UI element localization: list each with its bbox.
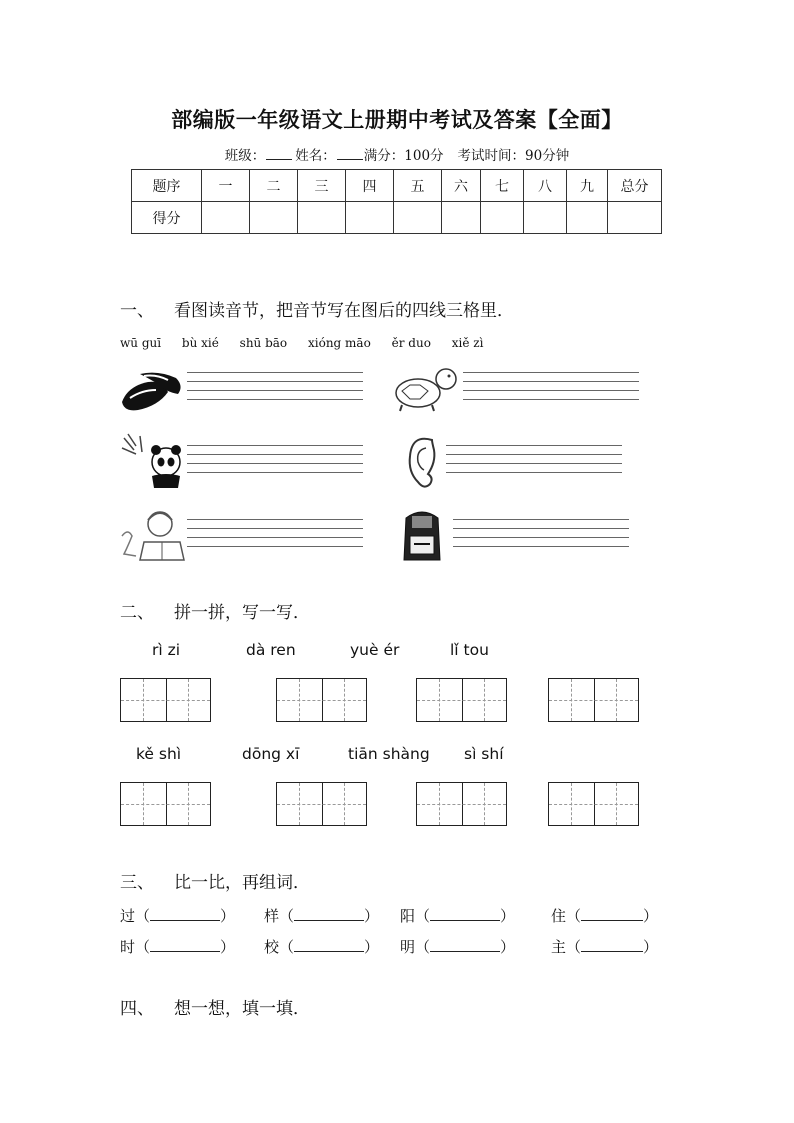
table-cell: 七 — [481, 170, 524, 202]
section2-number: 二、 — [120, 603, 154, 623]
writing-lines[interactable] — [187, 372, 363, 408]
char: 明 — [400, 938, 416, 956]
section3-heading — [120, 868, 310, 893]
writing-lines[interactable] — [453, 519, 629, 555]
pinyin-item: ěr duo — [391, 336, 431, 350]
compare-item — [264, 936, 379, 957]
paren-open: （ — [279, 907, 295, 925]
answer-blank[interactable] — [150, 939, 220, 952]
writing-lines[interactable] — [187, 519, 363, 555]
table-cell: 题序 — [132, 170, 202, 202]
paren-close: ） — [643, 907, 659, 925]
pinyin-item: wū guī — [120, 336, 162, 350]
pinyin-label: dōng xī — [242, 745, 300, 763]
score-cell[interactable] — [394, 202, 442, 234]
score-cell[interactable] — [442, 202, 481, 234]
tian-grid[interactable] — [548, 782, 639, 826]
answer-blank[interactable] — [294, 939, 364, 952]
score-cell[interactable] — [481, 202, 524, 234]
tian-grid[interactable] — [416, 678, 507, 722]
section2-text: 拼一拼，写一写． — [174, 603, 310, 623]
table-cell: 五 — [394, 170, 442, 202]
score-cell[interactable] — [608, 202, 662, 234]
answer-blank[interactable] — [430, 939, 500, 952]
section4-number: 四、 — [120, 999, 154, 1019]
class-blank[interactable] — [266, 147, 292, 160]
paren-open: （ — [279, 938, 295, 956]
paren-close: ） — [220, 938, 236, 956]
tian-grid[interactable] — [276, 678, 367, 722]
pinyin-label: sì shí — [464, 745, 504, 763]
compare-item — [120, 905, 235, 926]
answer-blank[interactable] — [294, 908, 364, 921]
char: 主 — [551, 938, 567, 956]
paren-open: （ — [135, 907, 151, 925]
pinyin-item: bù xié — [181, 336, 219, 350]
pinyin-item: xiě zì — [451, 336, 484, 350]
answer-blank[interactable] — [581, 908, 643, 921]
score-cell[interactable] — [202, 202, 250, 234]
table-cell: 四 — [346, 170, 394, 202]
pinyin-label: rì zi — [152, 641, 181, 659]
char: 阳 — [400, 907, 416, 925]
score-cell[interactable] — [250, 202, 298, 234]
score-cell[interactable] — [346, 202, 394, 234]
paren-close: ） — [500, 907, 516, 925]
paren-close: ） — [220, 907, 236, 925]
char: 住 — [551, 907, 567, 925]
paren-close: ） — [500, 938, 516, 956]
pinyin-item: xióng māo — [307, 336, 371, 350]
tian-grid[interactable] — [120, 782, 211, 826]
compare-item — [264, 905, 379, 926]
tian-grid[interactable] — [548, 678, 639, 722]
paren-open: （ — [135, 938, 151, 956]
section4-text: 想一想，填一填． — [174, 999, 310, 1019]
score-cell[interactable] — [298, 202, 346, 234]
section1-pinyin-row — [120, 336, 500, 350]
writing-lines[interactable] — [463, 372, 639, 408]
pinyin-label: tiān shàng — [348, 745, 430, 763]
table-cell: 总分 — [608, 170, 662, 202]
compare-item — [400, 905, 515, 926]
score-cell[interactable] — [567, 202, 608, 234]
section1-text: 看图读音节，把音节写在图后的四线三格里． — [174, 301, 514, 321]
score-table-header — [132, 170, 662, 202]
exam-info — [0, 144, 794, 164]
pinyin-label: yuè ér — [350, 641, 400, 659]
time-label: 考试时间：90分钟 — [457, 148, 570, 164]
answer-blank[interactable] — [430, 908, 500, 921]
char: 时 — [120, 938, 136, 956]
paren-close: ） — [364, 907, 380, 925]
table-cell: 二 — [250, 170, 298, 202]
table-cell: 一 — [202, 170, 250, 202]
char: 过 — [120, 907, 136, 925]
paren-close: ） — [643, 938, 659, 956]
turtle-image — [392, 365, 460, 413]
section3-number: 三、 — [120, 873, 154, 893]
class-label: 班级： — [224, 148, 266, 164]
pinyin-item: shū bāo — [239, 336, 288, 350]
char: 校 — [264, 938, 280, 956]
table-cell: 九 — [567, 170, 608, 202]
answer-blank[interactable] — [150, 908, 220, 921]
paren-close: ） — [364, 938, 380, 956]
score-label: 满分：100分 — [363, 148, 444, 164]
tian-grid[interactable] — [416, 782, 507, 826]
section2-heading — [120, 598, 310, 623]
pinyin-label: dà ren — [246, 641, 296, 659]
pinyin-label: kě shì — [136, 745, 182, 763]
table-cell: 八 — [524, 170, 567, 202]
ear-image — [402, 432, 442, 492]
tian-grid[interactable] — [276, 782, 367, 826]
writing-lines[interactable] — [187, 445, 363, 481]
section4-heading — [120, 994, 310, 1019]
compare-item — [551, 936, 658, 957]
name-label: 姓名： — [295, 148, 336, 164]
score-table-row — [132, 202, 662, 234]
table-cell: 三 — [298, 170, 346, 202]
score-table — [131, 169, 662, 234]
compare-item — [120, 936, 235, 957]
schoolbag-image — [398, 506, 446, 564]
shoes-image — [118, 364, 186, 414]
score-cell[interactable] — [524, 202, 567, 234]
char: 样 — [264, 907, 280, 925]
section3-text: 比一比，再组词． — [174, 873, 310, 893]
table-cell: 六 — [442, 170, 481, 202]
paren-open: （ — [566, 907, 582, 925]
table-cell: 得分 — [132, 202, 202, 234]
writing-lines[interactable] — [446, 445, 622, 481]
compare-item — [551, 905, 658, 926]
compare-item — [400, 936, 515, 957]
section1-heading — [120, 296, 514, 321]
tian-grid[interactable] — [120, 678, 211, 722]
paren-open: （ — [415, 907, 431, 925]
page-title: 部编版一年级语文上册期中考试及答案【全面】 — [171, 108, 623, 132]
writing-child-image — [118, 506, 188, 564]
panda-image — [120, 432, 186, 490]
paren-open: （ — [566, 938, 582, 956]
paren-open: （ — [415, 938, 431, 956]
answer-blank[interactable] — [581, 939, 643, 952]
name-blank[interactable] — [337, 147, 363, 160]
section1-number: 一、 — [120, 301, 154, 321]
pinyin-label: lǐ tou — [450, 641, 489, 659]
